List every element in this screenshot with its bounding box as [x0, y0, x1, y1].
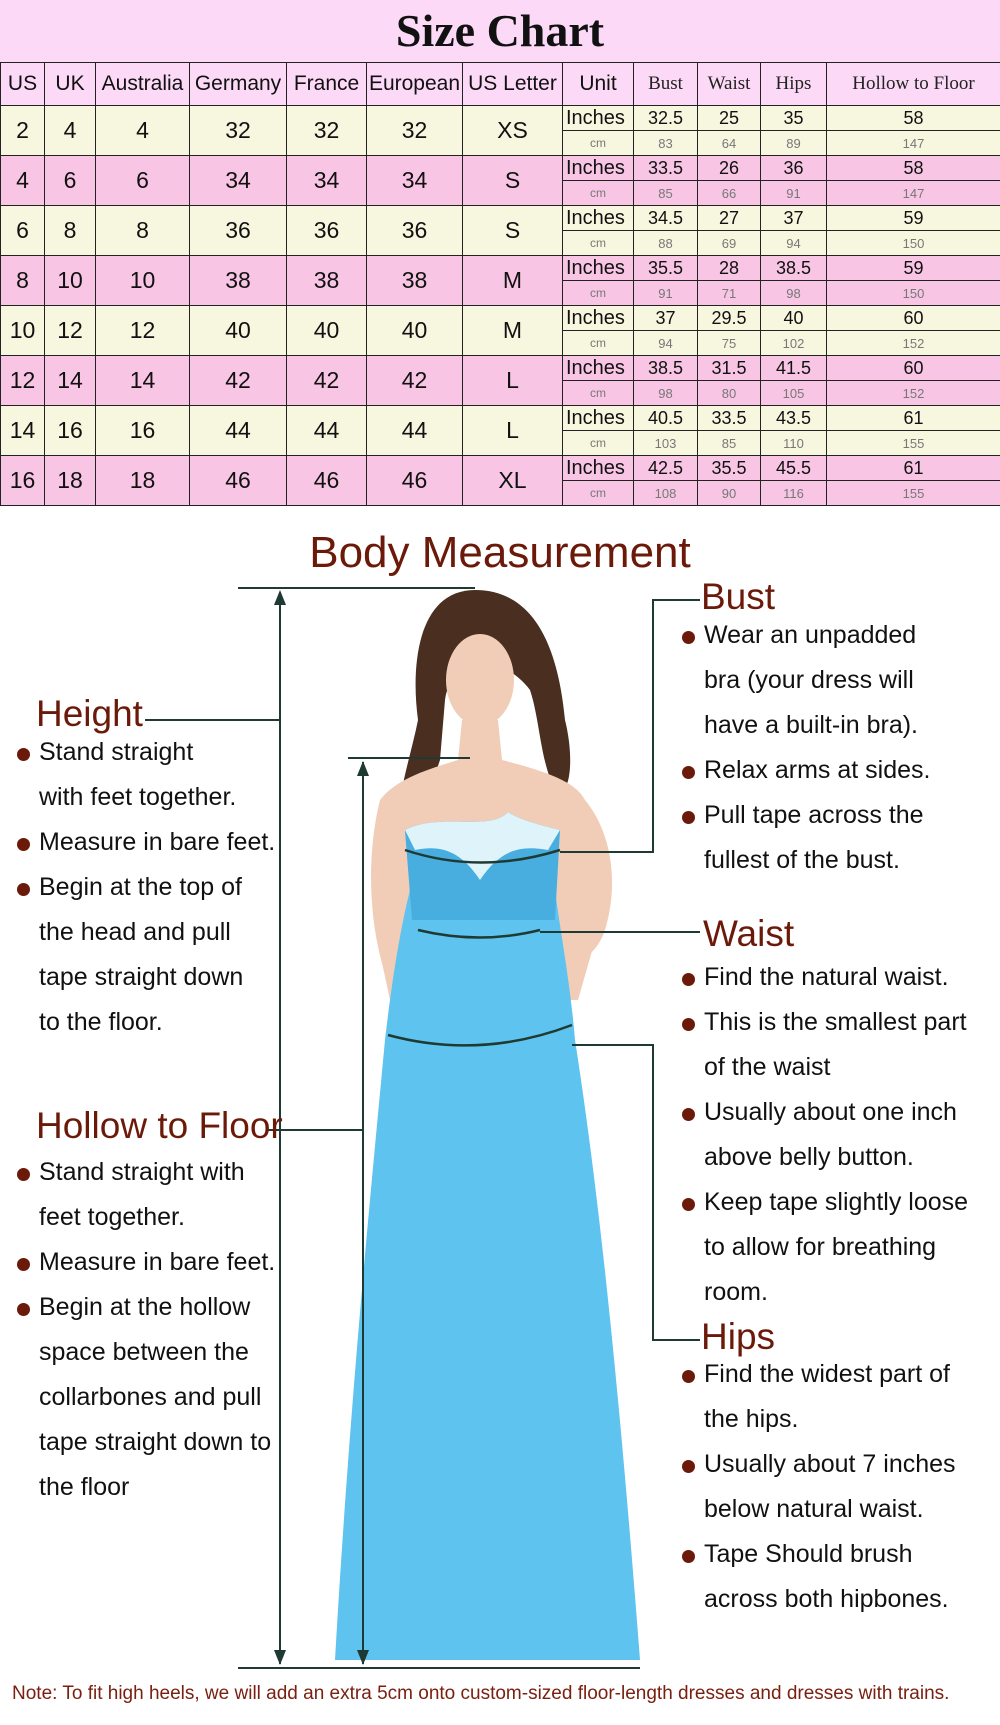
us-size-cell: 8	[1, 256, 45, 306]
hollow-instruction-line: tape straight down to	[39, 1428, 272, 1456]
waist-instruction-item	[704, 1090, 968, 1180]
header-bust: Bust	[634, 63, 698, 106]
hips-instruction-line: Tape Should brush	[704, 1540, 913, 1568]
hips-cm-cell: 98	[761, 281, 827, 306]
uk-size-cell: 12	[45, 306, 96, 356]
height-instruction-item	[39, 865, 275, 1045]
waist-instruction-line: Keep tape slightly loose	[704, 1188, 969, 1216]
hollow-instruction-line: Stand straight with	[39, 1158, 245, 1186]
australia-size-cell: 14	[96, 356, 190, 406]
bullet-icon	[682, 811, 695, 824]
us-size-cell: 2	[1, 106, 45, 156]
hips-instruction-line: the hips.	[704, 1405, 799, 1433]
uk-size-cell: 8	[45, 206, 96, 256]
france-size-cell: 40	[287, 306, 367, 356]
germany-size-cell: 44	[190, 406, 287, 456]
bust-cm-cell: 94	[634, 331, 698, 356]
hollow-to-floor-heading: Hollow to Floor	[36, 1105, 283, 1146]
header-hips: Hips	[761, 63, 827, 106]
hollow-to-floor-cm-cell: 147	[827, 131, 1000, 156]
face-shape	[446, 634, 514, 726]
hips-cm-cell: 110	[761, 431, 827, 456]
germany-size-cell: 36	[190, 206, 287, 256]
height-instruction-line: tape straight down	[39, 963, 244, 991]
unit-inches-cell: Inches	[563, 256, 634, 281]
waist-instruction-line: above belly button.	[704, 1143, 914, 1171]
hips-instruction-line: below natural waist.	[704, 1495, 924, 1523]
bullet-icon	[682, 1018, 695, 1031]
waist-cm-cell: 75	[698, 331, 761, 356]
hips-inches-cell: 36	[761, 156, 827, 181]
france-size-cell: 38	[287, 256, 367, 306]
hips-heading: Hips	[701, 1316, 776, 1357]
unit-inches-cell: Inches	[563, 306, 634, 331]
body-measurement-title: Body Measurement	[309, 528, 691, 577]
height-instruction-line: Stand straight	[39, 738, 194, 766]
height-arrow-top-head	[274, 590, 286, 605]
height-arrow-bottom-head	[274, 1650, 286, 1665]
waist-instruction-item	[704, 1000, 968, 1090]
hollow-to-floor-inches-cell: 61	[827, 456, 1000, 481]
hollow-to-floor-cm-cell: 155	[827, 431, 1000, 456]
australia-size-cell: 16	[96, 406, 190, 456]
germany-size-cell: 42	[190, 356, 287, 406]
hips-inches-cell: 45.5	[761, 456, 827, 481]
waist-cm-cell: 90	[698, 481, 761, 506]
header-uk: UK	[45, 63, 96, 106]
height-instruction-line: to the floor.	[39, 1008, 163, 1036]
hollow-to-floor-cm-cell: 147	[827, 181, 1000, 206]
hollow-to-floor-cm-cell: 152	[827, 331, 1000, 356]
hips-cm-cell: 94	[761, 231, 827, 256]
hips-inches-cell: 38.5	[761, 256, 827, 281]
waist-inches-cell: 26	[698, 156, 761, 181]
hips-inches-cell: 41.5	[761, 356, 827, 381]
hips-cm-cell: 105	[761, 381, 827, 406]
hollow-instruction-line: collarbones and pull	[39, 1383, 262, 1411]
hips-instruction-line: Find the widest part of	[704, 1360, 950, 1388]
height-heading: Height	[36, 693, 143, 734]
bust-heading: Bust	[701, 576, 776, 617]
header-france: France	[287, 63, 367, 106]
germany-size-cell: 32	[190, 106, 287, 156]
us-size-cell: 14	[1, 406, 45, 456]
height-instruction-item	[39, 730, 275, 820]
waist-inches-cell: 28	[698, 256, 761, 281]
bullet-icon	[682, 631, 695, 644]
unit-cm-cell: cm	[563, 281, 634, 306]
bust-cm-cell: 85	[634, 181, 698, 206]
bust-inches-cell: 33.5	[634, 156, 698, 181]
germany-size-cell: 38	[190, 256, 287, 306]
height-instruction-line: Measure in bare feet.	[39, 828, 276, 856]
unit-cm-cell: cm	[563, 331, 634, 356]
bust-inches-cell: 38.5	[634, 356, 698, 381]
bust-instruction-line: have a built-in bra).	[704, 711, 919, 739]
hollow-instruction-item	[39, 1240, 275, 1285]
us-letter-size-cell: L	[463, 406, 563, 456]
us-letter-size-cell: M	[463, 306, 563, 356]
waist-instruction-line: room.	[704, 1278, 768, 1306]
unit-inches-cell: Inches	[563, 406, 634, 431]
bust-inches-cell: 40.5	[634, 406, 698, 431]
france-size-cell: 46	[287, 456, 367, 506]
bullet-icon	[682, 1198, 695, 1211]
waist-cm-cell: 80	[698, 381, 761, 406]
unit-cm-cell: cm	[563, 381, 634, 406]
hollow-instructions	[39, 1150, 275, 1510]
uk-size-cell: 18	[45, 456, 96, 506]
european-size-cell: 38	[367, 256, 463, 306]
unit-cm-cell: cm	[563, 181, 634, 206]
hips-cm-cell: 102	[761, 331, 827, 356]
european-size-cell: 32	[367, 106, 463, 156]
hollow-to-floor-inches-cell: 58	[827, 156, 1000, 181]
header-unit: Unit	[563, 63, 634, 106]
header-australia: Australia	[96, 63, 190, 106]
header-european: European	[367, 63, 463, 106]
germany-size-cell: 40	[190, 306, 287, 356]
unit-inches-cell: Inches	[563, 356, 634, 381]
hollow-instruction-line: Begin at the hollow	[39, 1293, 251, 1321]
bust-instruction-line: Wear an unpadded	[704, 621, 917, 649]
height-instructions	[39, 730, 275, 1045]
header-waist: Waist	[698, 63, 761, 106]
hips-inches-cell: 40	[761, 306, 827, 331]
bullet-icon	[682, 973, 695, 986]
hips-inches-cell: 37	[761, 206, 827, 231]
height-instruction-item	[39, 820, 275, 865]
height-instruction-line: the head and pull	[39, 918, 231, 946]
header-germany: Germany	[190, 63, 287, 106]
hips-instruction-item	[704, 1532, 956, 1622]
bust-inches-cell: 34.5	[634, 206, 698, 231]
waist-instruction-line: of the waist	[704, 1053, 831, 1081]
bust-cm-cell: 108	[634, 481, 698, 506]
unit-cm-cell: cm	[563, 481, 634, 506]
bust-instruction-line: bra (your dress will	[704, 666, 914, 694]
hips-instruction-line: Usually about 7 inches	[704, 1450, 956, 1478]
hips-instructions	[704, 1352, 956, 1622]
waist-cm-cell: 85	[698, 431, 761, 456]
waist-inches-cell: 25	[698, 106, 761, 131]
france-size-cell: 36	[287, 206, 367, 256]
bullet-icon	[682, 1550, 695, 1563]
bust-instruction-item	[704, 793, 930, 883]
size-chart-title: Size Chart	[395, 5, 605, 56]
hollow-instruction-line: the floor	[39, 1473, 130, 1501]
us-letter-size-cell: XL	[463, 456, 563, 506]
waist-instruction-line: This is the smallest part	[704, 1008, 967, 1036]
us-letter-size-cell: S	[463, 206, 563, 256]
hips-instruction-item	[704, 1442, 956, 1532]
us-size-cell: 16	[1, 456, 45, 506]
bust-instructions	[704, 613, 930, 883]
waist-inches-cell: 35.5	[698, 456, 761, 481]
france-size-cell: 42	[287, 356, 367, 406]
uk-size-cell: 16	[45, 406, 96, 456]
waist-instructions	[704, 955, 968, 1315]
bust-instruction-line: fullest of the bust.	[704, 846, 900, 874]
waist-instruction-line: Find the natural waist.	[704, 963, 949, 991]
hips-cm-cell: 89	[761, 131, 827, 156]
bullet-icon	[682, 1460, 695, 1473]
hollow-to-floor-inches-cell: 58	[827, 106, 1000, 131]
bust-instruction-item	[704, 613, 930, 748]
unit-inches-cell: Inches	[563, 106, 634, 131]
bullet-icon	[17, 883, 30, 896]
hollow-to-floor-inches-cell: 60	[827, 356, 1000, 381]
france-size-cell: 44	[287, 406, 367, 456]
hollow-to-floor-inches-cell: 59	[827, 206, 1000, 231]
hollow-instruction-item	[39, 1285, 275, 1510]
us-size-cell: 4	[1, 156, 45, 206]
header-us-letter: US Letter	[463, 63, 563, 106]
bullet-icon	[17, 1258, 30, 1271]
waist-inches-cell: 27	[698, 206, 761, 231]
bust-cm-cell: 91	[634, 281, 698, 306]
waist-instruction-line: to allow for breathing	[704, 1233, 937, 1261]
us-letter-size-cell: L	[463, 356, 563, 406]
european-size-cell: 46	[367, 456, 463, 506]
height-instruction-line: with feet together.	[39, 783, 237, 811]
hollow-to-floor-inches-cell: 60	[827, 306, 1000, 331]
bust-instruction-line: Pull tape across the	[704, 801, 924, 829]
uk-size-cell: 4	[45, 106, 96, 156]
waist-inches-cell: 33.5	[698, 406, 761, 431]
waist-cm-cell: 66	[698, 181, 761, 206]
waist-instruction-line: Usually about one inch	[704, 1098, 957, 1126]
bullet-icon	[17, 838, 30, 851]
unit-cm-cell: cm	[563, 431, 634, 456]
waist-cm-cell: 64	[698, 131, 761, 156]
hollow-arrow-top-head	[357, 761, 369, 776]
unit-cm-cell: cm	[563, 231, 634, 256]
bust-inches-cell: 37	[634, 306, 698, 331]
waist-inches-cell: 29.5	[698, 306, 761, 331]
european-size-cell: 44	[367, 406, 463, 456]
bullet-icon	[682, 1108, 695, 1121]
bust-cm-cell: 98	[634, 381, 698, 406]
hollow-to-floor-cm-cell: 150	[827, 281, 1000, 306]
european-size-cell: 40	[367, 306, 463, 356]
bust-cm-cell: 88	[634, 231, 698, 256]
hips-cm-cell: 91	[761, 181, 827, 206]
european-size-cell: 42	[367, 356, 463, 406]
germany-size-cell: 34	[190, 156, 287, 206]
hollow-instruction-line: Measure in bare feet.	[39, 1248, 276, 1276]
bust-inches-cell: 32.5	[634, 106, 698, 131]
australia-size-cell: 18	[96, 456, 190, 506]
european-size-cell: 36	[367, 206, 463, 256]
us-letter-size-cell: XS	[463, 106, 563, 156]
hollow-to-floor-cm-cell: 155	[827, 481, 1000, 506]
hollow-to-floor-cm-cell: 150	[827, 231, 1000, 256]
header-us: US	[1, 63, 45, 106]
bullet-icon	[17, 1303, 30, 1316]
hips-instruction-item	[704, 1352, 956, 1442]
hollow-instruction-line: feet together.	[39, 1203, 185, 1231]
waist-heading: Waist	[703, 913, 795, 954]
waist-instruction-item	[704, 955, 968, 1000]
australia-size-cell: 8	[96, 206, 190, 256]
australia-size-cell: 12	[96, 306, 190, 356]
bust-inches-cell: 35.5	[634, 256, 698, 281]
hips-inches-cell: 43.5	[761, 406, 827, 431]
bust-instruction-item	[704, 748, 930, 793]
bust-cm-cell: 83	[634, 131, 698, 156]
bullet-icon	[17, 1168, 30, 1181]
bust-instruction-line: Relax arms at sides.	[704, 756, 931, 784]
uk-size-cell: 6	[45, 156, 96, 206]
bullet-icon	[682, 1370, 695, 1383]
waist-inches-cell: 31.5	[698, 356, 761, 381]
hips-instruction-line: across both hipbones.	[704, 1585, 949, 1613]
waist-instruction-item	[704, 1180, 968, 1315]
hollow-instruction-line: space between the	[39, 1338, 249, 1366]
european-size-cell: 34	[367, 156, 463, 206]
us-size-cell: 10	[1, 306, 45, 356]
height-instruction-line: Begin at the top of	[39, 873, 242, 901]
footer-note: Note: To fit high heels, we will add an extra 5cm onto custom-sized floor-length dresses and dresses with trains.	[12, 1683, 950, 1704]
us-letter-size-cell: M	[463, 256, 563, 306]
unit-inches-cell: Inches	[563, 206, 634, 231]
hips-inches-cell: 35	[761, 106, 827, 131]
france-size-cell: 32	[287, 106, 367, 156]
hollow-to-floor-inches-cell: 61	[827, 406, 1000, 431]
australia-size-cell: 10	[96, 256, 190, 306]
bullet-icon	[682, 766, 695, 779]
hollow-instruction-item	[39, 1150, 275, 1240]
unit-cm-cell: cm	[563, 131, 634, 156]
uk-size-cell: 14	[45, 356, 96, 406]
waist-cm-cell: 69	[698, 231, 761, 256]
australia-size-cell: 4	[96, 106, 190, 156]
hollow-to-floor-cm-cell: 152	[827, 381, 1000, 406]
hips-cm-cell: 116	[761, 481, 827, 506]
germany-size-cell: 46	[190, 456, 287, 506]
bust-inches-cell: 42.5	[634, 456, 698, 481]
bullet-icon	[17, 748, 30, 761]
australia-size-cell: 6	[96, 156, 190, 206]
uk-size-cell: 10	[45, 256, 96, 306]
unit-inches-cell: Inches	[563, 156, 634, 181]
header-hollow-to-floor: Hollow to Floor	[827, 63, 1000, 106]
us-size-cell: 6	[1, 206, 45, 256]
waist-cm-cell: 71	[698, 281, 761, 306]
us-letter-size-cell: S	[463, 156, 563, 206]
unit-inches-cell: Inches	[563, 456, 634, 481]
bust-cm-cell: 103	[634, 431, 698, 456]
france-size-cell: 34	[287, 156, 367, 206]
us-size-cell: 12	[1, 356, 45, 406]
hollow-to-floor-inches-cell: 59	[827, 256, 1000, 281]
